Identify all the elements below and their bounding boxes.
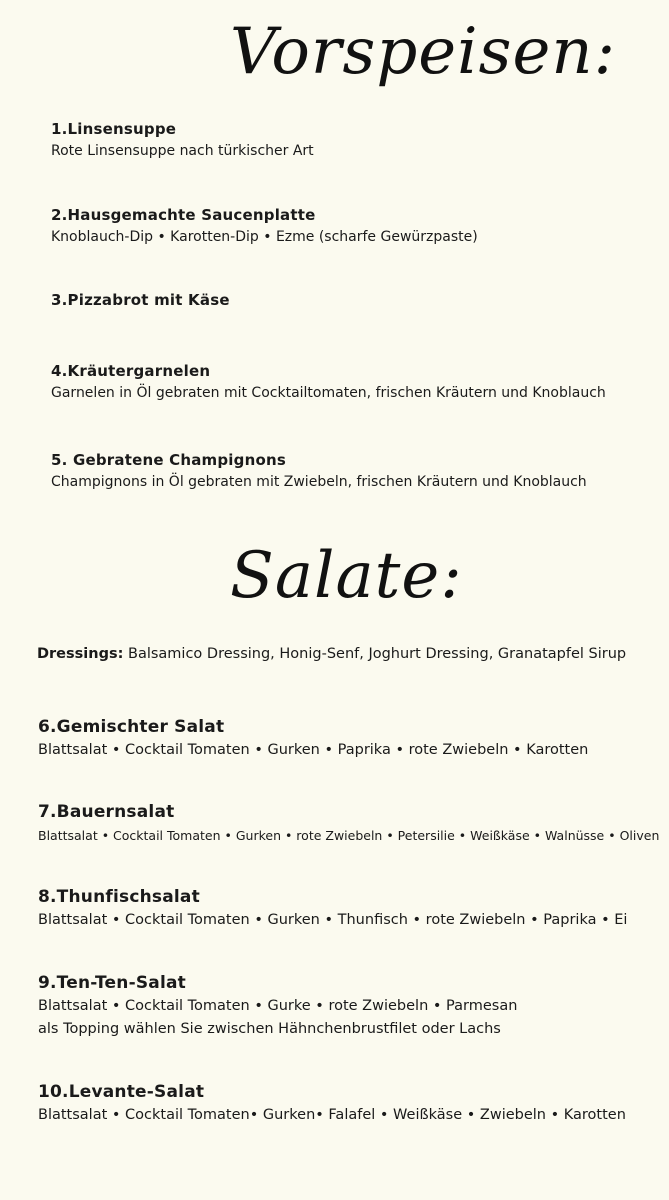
menu-item-title: 1.Linsensuppe [51,120,177,138]
menu-item-title: 7.Bauernsalat [38,802,175,822]
menu-item-title: 10.Levante-Salat [38,1082,205,1102]
dressings-line [37,643,626,665]
menu-item-description: Blattsalat • Cocktail Tomaten• Gurken• Falafel • Weißkäse • Zwiebeln • Karotten [38,1107,626,1123]
menu-item-kraeutergarnelen [51,360,606,404]
menu-item-description: Blattsalat • Cocktail Tomaten • Gurken • Thunfisch • rote Zwiebeln • Paprika • Ei [38,912,628,928]
menu-item-description-note: als Topping wählen Sie zwischen Hähnchenbrustfilet oder Lachs [38,1021,501,1037]
menu-item-bauernsalat [38,800,659,847]
menu-item-title: 8.Thunfischsalat [38,887,200,907]
menu-item-linsensuppe [51,118,314,162]
menu-item-description: Blattsalat • Cocktail Tomaten • Gurken • Paprika • rote Zwiebeln • Karotten [38,742,589,758]
menu-item-title: 4.Kräutergarnelen [51,362,211,380]
menu-item-title: 2.Hausgemachte Saucenplatte [51,206,316,224]
menu-item-gemischter-salat [38,715,588,762]
dressings-label: Dressings: [37,646,124,662]
menu-item-title: 6.Gemischter Salat [38,717,225,737]
menu-item-levante-salat [38,1080,626,1127]
menu-item-description: Champignons in Öl gebraten mit Zwiebeln, frischen Kräutern und Knoblauch [51,474,587,490]
menu-item-title: 5. Gebratene Champignons [51,451,286,469]
menu-item-saucenplatte [51,204,478,248]
menu-item-title: 9.Ten-Ten-Salat [38,973,186,993]
menu-item-title: 3.Pizzabrot mit Käse [51,291,230,309]
menu-item-champignons [51,449,587,493]
menu-item-description: Knoblauch-Dip • Karotten-Dip • Ezme (scharfe Gewürzpaste) [51,229,478,245]
menu-item-pizzabrot [51,289,230,311]
menu-item-thunfischsalat [38,885,627,932]
dressings-text: Balsamico Dressing, Honig-Senf, Joghurt Dressing, Granatapfel Sirup [123,646,627,662]
menu-item-description: Blattsalat • Cocktail Tomaten • Gurke • rote Zwiebeln • Parmesan [38,998,518,1014]
section-heading-salate: Salate: [230,539,463,613]
menu-item-ten-ten-salat [38,971,517,1041]
menu-item-description: Garnelen in Öl gebraten mit Cocktailtomaten, frischen Kräutern und Knoblauch [51,385,606,401]
section-heading-vorspeisen: Vorspeisen: [230,15,617,89]
menu-item-description: Rote Linsensuppe nach türkischer Art [51,143,314,159]
menu-item-description: Blattsalat • Cocktail Tomaten • Gurken • rote Zwiebeln • Petersilie • Weißkäse • Walnüsse • Oliven [38,828,660,843]
